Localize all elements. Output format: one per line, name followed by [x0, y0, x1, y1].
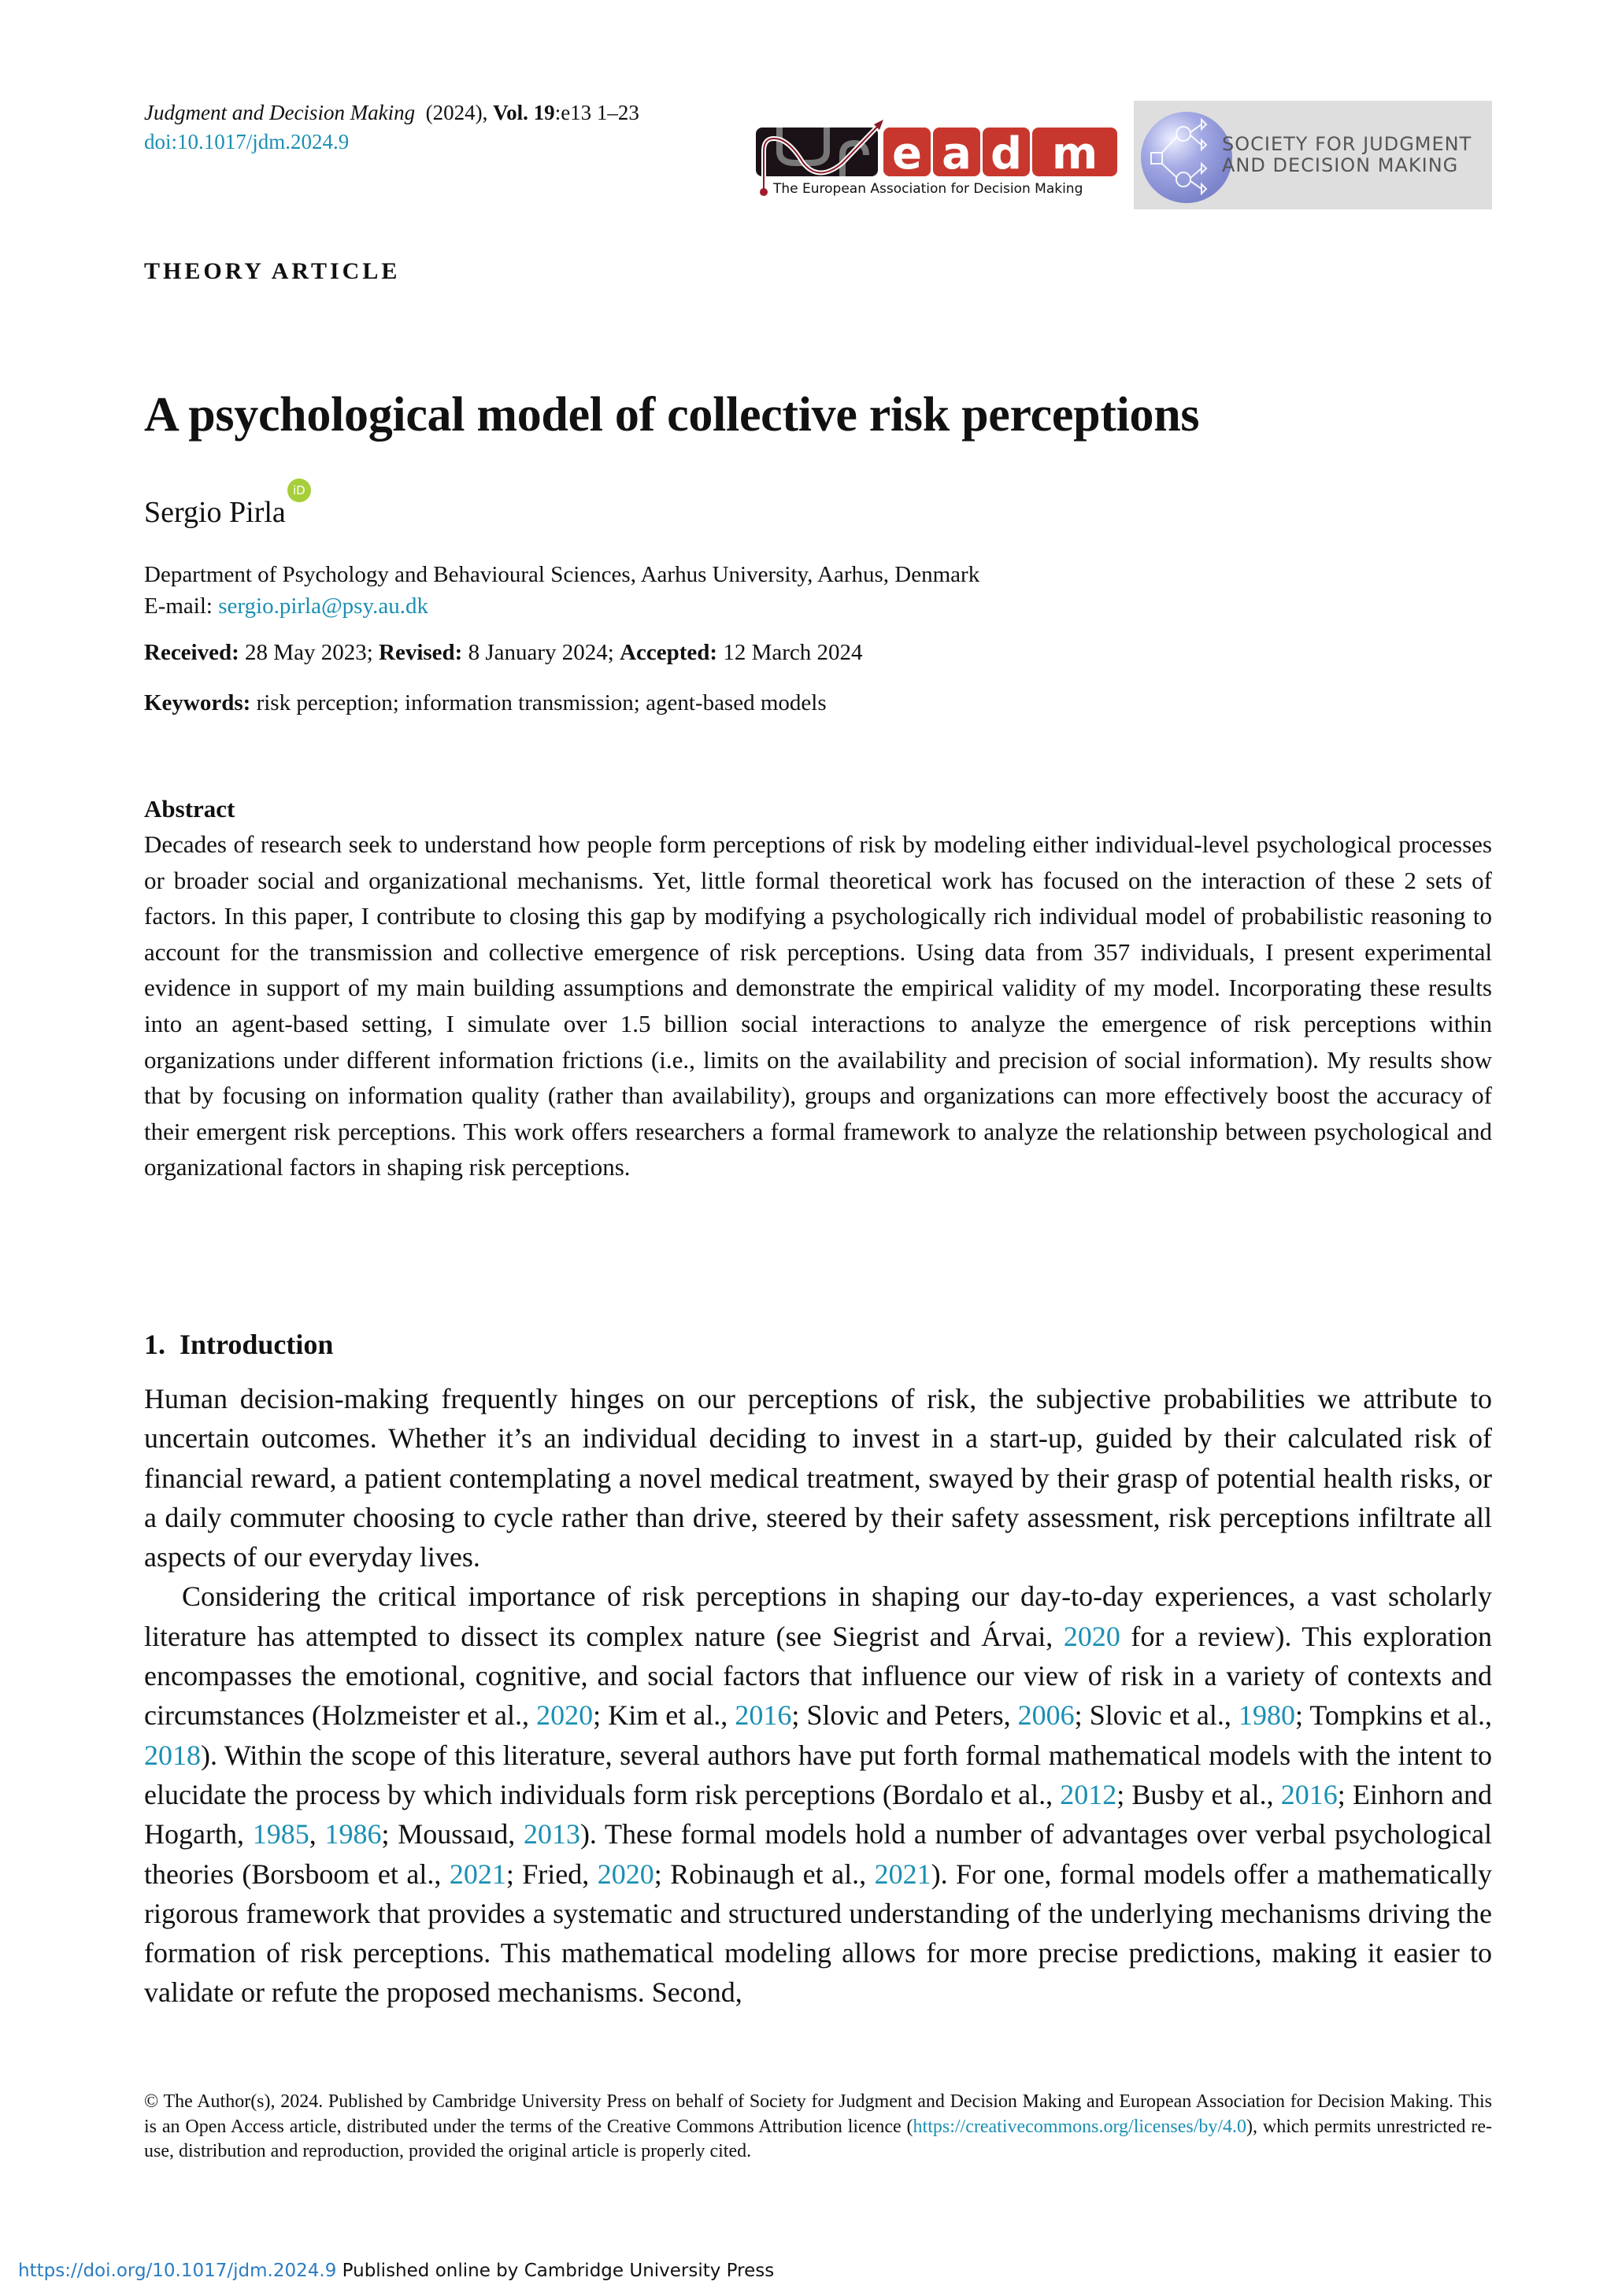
eadm-logo	[756, 120, 1120, 200]
received-date: 28 May 2023;	[239, 640, 379, 665]
journal-volume: Vol. 19	[493, 101, 555, 124]
accepted-label: Accepted:	[620, 640, 718, 665]
article-type-label: THEORY ARTICLE	[144, 258, 401, 284]
intro-paragraph-2	[144, 1577, 1492, 2012]
svg-text:a: a	[942, 128, 972, 179]
paragraph-text: ; Kim et al.,	[593, 1699, 735, 1732]
keywords-label: Keywords:	[144, 690, 251, 715]
paragraph-text: ,	[309, 1818, 325, 1850]
eadm-tagline: The European Association for Decision Making	[773, 181, 1083, 197]
email-link[interactable]: sergio.pirla@psy.au.dk	[218, 593, 428, 619]
citation-year-link[interactable]: 2016	[1280, 1778, 1338, 1810]
paragraph-text: ; Robinaugh et al.,	[653, 1858, 875, 1890]
paragraph-text: for a review). This exploration encompasses the emotional, cognitive, and social factors that influence our view of risk in a variety of contexts and circumstances (Holzmeister et al.,	[144, 1620, 1492, 1732]
citation-year-link[interactable]: 1986	[324, 1818, 382, 1850]
citation-year-link[interactable]: 2020	[536, 1699, 594, 1732]
abstract-text: Decades of research seek to understand how people form perceptions of risk by modeling either individual-level psychological processes or broader social and organizational mechanisms. Yet, little formal theoretical work has focused on the interaction of these 2 sets of factors. In this paper, I contribute to closing this gap by modifying a psychologically rich individual model of probabilistic reasoning to account for the transmission and collective emergence of risk perceptions. Using data from 357 individuals, I present experimental evidence in support of my main building assumptions and demonstrate the empirical validity of my model. Incorporating these results into an agent-based setting, I simulate over 1.5 billion social interactions to analyze the emergence of risk perceptions within organizations under different information frictions (i.e., limits on the availability and precision of social information). My results show that by focusing on information quality (rather than availability), groups and organizations can more effectively boost the accuracy of their emergent risk perceptions. This work offers researchers a formal framework to analyze the relationship between psychological and organizational factors in shaping risk perceptions.	[144, 830, 1492, 1181]
footer-published-text: Published online by Cambridge University Press	[336, 2261, 775, 2281]
citation-year-link[interactable]: 2021	[449, 1858, 506, 1890]
journal-pages: :e13 1–23	[554, 101, 639, 124]
paragraph-text: Considering the critical importance of risk perceptions in shaping our day-to-day experiences, a vast scholarly literature has attempted to dissect its complex nature (see Siegrist and Árvai,	[144, 1581, 1492, 1652]
revised-label: Revised:	[379, 640, 463, 665]
citation-year-link[interactable]: 2006	[1017, 1699, 1075, 1732]
svg-text:m: m	[1051, 128, 1098, 179]
article-dates	[144, 638, 863, 667]
sjdm-name-line1: SOCIETY FOR JUDGMENT	[1222, 133, 1472, 155]
paragraph-text: ; Einhorn and Hogarth,	[144, 1778, 1493, 1850]
abstract-heading: Abstract	[144, 795, 235, 823]
introduction-body	[144, 1379, 1492, 2013]
received-label: Received:	[144, 640, 239, 665]
svg-text:d: d	[990, 128, 1023, 179]
journal-name: Judgment and Decision Making	[144, 101, 416, 124]
license-text-start: © The Author(s), 2024. Published by Cambridge University Press on behalf of Society for Judgment and Decision Making and European Association for Decision Making. This is an Open Access article, distributed under the terms of the Creative Commons Attribution licence (	[144, 2091, 1492, 2137]
email-label: E-mail:	[144, 593, 219, 619]
section-heading-introduction: 1. Introduction	[144, 1329, 334, 1360]
paragraph-text: ). These formal models hold a number of advantages over verbal psychological theories (Borsboom et al.,	[144, 1818, 1493, 1890]
license-text-end: ), which permits unrestricted re-use, distribution and reproduction, provided the original article is properly cited.	[144, 2116, 1492, 2161]
paragraph-text: ; Slovic and Peters,	[791, 1699, 1018, 1732]
footer-doi-link[interactable]: https://doi.org/10.1017/jdm.2024.9	[18, 2261, 337, 2281]
page-footer	[18, 2259, 774, 2283]
citation-year-link[interactable]: 1980	[1238, 1699, 1295, 1732]
journal-year: (2024),	[425, 101, 488, 124]
article-title: A psychological model of collective risk perceptions	[144, 388, 1200, 442]
article-doi-link[interactable]: doi:10.1017/jdm.2024.9	[144, 130, 350, 153]
keywords-line	[144, 688, 827, 718]
author-affiliation	[144, 559, 979, 622]
intro-paragraph-1: Human decision-making frequently hinges on our perceptions of risk, the subjective probabilities we attribute to uncertain outcomes. Whether it’s an individual deciding to invest in a start-up, guided by their calculated risk of financial reward, a patient contemplating a novel medical treatment, swayed by their grasp of potential health risks, or a daily commuter choosing to cycle rather than drive, steered by their safety assessment, risk perceptions infiltrate all aspects of our everyday lives.	[144, 1383, 1492, 1573]
license-notice	[144, 2090, 1492, 2165]
paragraph-text: ). Within the scope of this literature, several authors have put forth formal mathematical models with the intent to elucidate the process by which individuals form risk perceptions (Bordalo et al.,	[144, 1739, 1492, 1810]
citation-year-link[interactable]: 2020	[597, 1858, 654, 1890]
license-url-link[interactable]: https://creativecommons.org/licenses/by/4.0	[913, 2116, 1247, 2137]
citation-year-link[interactable]: 2021	[874, 1858, 931, 1890]
paragraph-text: ). For one, formal models offer a mathematically rigorous framework that provides a systematic and structured understanding of the underlying mechanisms driving the formation of risk perceptions. This mathematical modeling allows for more precise predictions, making it easier to validate or refute the proposed mechanisms. Second,	[144, 1858, 1492, 2009]
citation-year-link[interactable]: 2020	[1063, 1620, 1120, 1652]
orcid-icon[interactable]: iD	[287, 479, 311, 502]
citation-year-link[interactable]: 2016	[735, 1699, 792, 1732]
citation-year-link[interactable]: 2012	[1060, 1778, 1117, 1810]
citation-year-link[interactable]: 1985	[252, 1818, 309, 1850]
keywords-list: risk perception; information transmission; agent-based models	[250, 690, 827, 715]
affiliation-text: Department of Psychology and Behavioural Sciences, Aarhus University, Aarhus, Denmark	[144, 562, 980, 587]
paragraph-text: ; Busby et al.,	[1116, 1778, 1281, 1810]
sjdm-logo	[1134, 101, 1492, 209]
paragraph-text: ; Tompkins et al.,	[1294, 1699, 1492, 1732]
author-line	[144, 483, 311, 531]
sjdm-name	[1222, 134, 1472, 176]
citation-year-link[interactable]: 2018	[144, 1739, 201, 1771]
journal-citation	[144, 99, 639, 126]
email-line	[144, 590, 979, 622]
accepted-date: 12 March 2024	[717, 640, 863, 665]
svg-text:e: e	[892, 128, 922, 179]
citation-year-link[interactable]: 2013	[523, 1818, 580, 1850]
paragraph-text: ; Fried,	[505, 1858, 598, 1890]
sjdm-name-line2: AND DECISION MAKING	[1222, 154, 1459, 176]
author-name[interactable]: Sergio Pirla	[144, 496, 286, 529]
revised-date: 8 January 2024;	[462, 640, 620, 665]
paragraph-text: ; Moussaıd,	[381, 1818, 524, 1850]
paragraph-text: ; Slovic et al.,	[1074, 1699, 1238, 1732]
